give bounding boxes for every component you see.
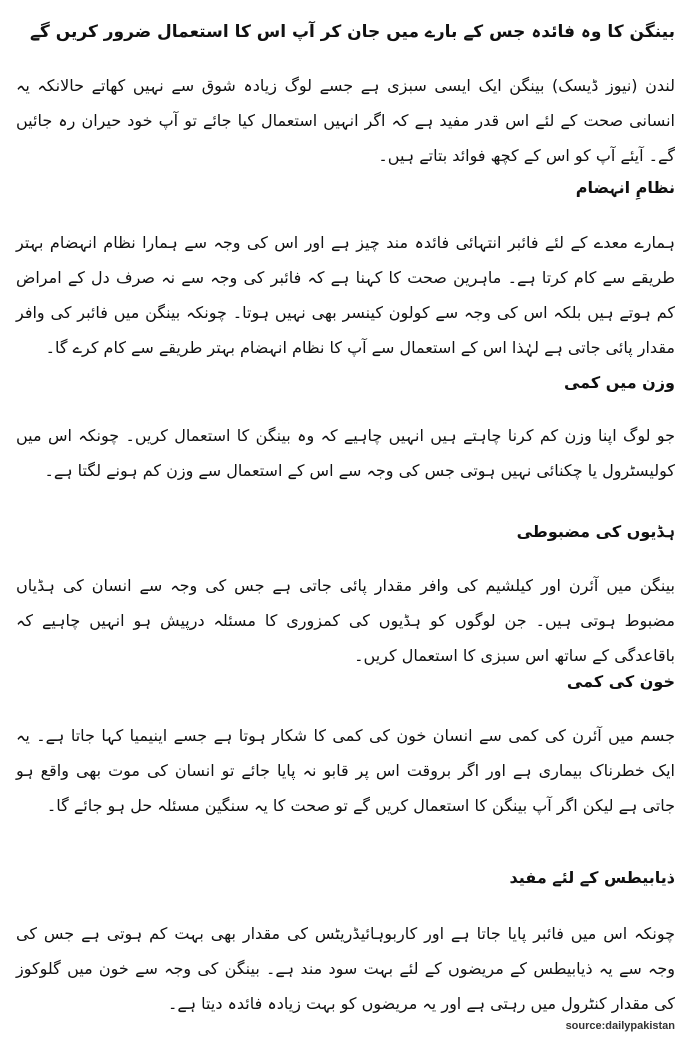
section-body-weight-loss: جو لوگ اپنا وزن کم کرنا چاہتے ہیں انہیں چاہیے کہ وہ بینگن کا استعمال کریں۔ چونکہ اس میں کولیسٹرول یا چکنائی نہیں ہوتی جس کی وجہ سے اس کے استعمال سے وزن کم ہونے لگتا ہے۔ (16, 426, 675, 480)
section-heading-anemia: خون کی کمی (566, 672, 675, 691)
article-title: بینگن کا وہ فائدہ جس کے بارے میں جان کر آپ اس کا استعمال ضرور کریں گے (29, 22, 675, 42)
section-heading-diabetes: ذیابیطس کے لئے مفید (509, 868, 675, 887)
source-credit: source:dailypakistan (565, 1020, 675, 1032)
intro-paragraph: لندن (نیوز ڈیسک) بینگن ایک ایسی سبزی ہے جسے لوگ زیادہ شوق سے نہیں کھاتے حالانکہ یہ انسانی صحت کے لئے اس قدر مفید ہے کہ اگر انہیں استعمال کیا جائے تو آپ خود حیران رہ جائیں گے۔ آیئے آپ کو اس کے کچھ فوائد بتاتے ہیں۔ (16, 76, 675, 165)
section-heading-weight-loss: وزن میں کمی (563, 373, 675, 392)
section-body-anemia: جسم میں آئرن کی کمی سے انسان خون کی کمی کا شکار ہوتا ہے جسے اینیمیا کہا جاتا ہے۔ یہ ایک خطرناک بیماری ہے اور اگر بروقت اس پر قابو نہ پایا جائے تو انسان کی موت بھی واقع ہو جاتی ہے لیکن اگر آپ بینگن کا استعمال کریں گے تو صحت کا یہ سنگین مسئلہ حل ہو جائے گا۔ (16, 726, 675, 815)
section-heading-bones: ہڈیوں کی مضبوطی (516, 522, 675, 541)
section-body-bones: بینگن میں آئرن اور کیلشیم کی وافر مقدار پائی جاتی ہے جس کی وجہ سے انسان کی ہڈیاں مضبوط ہوتی ہیں۔ جن لوگوں کو ہڈیوں کی کمزوری کا مسئلہ درپیش ہو انہیں چاہیے کہ باقاعدگی کے ساتھ اس سبزی کا استعمال کریں۔ (16, 576, 675, 665)
section-body-digestion: ہمارے معدے کے لئے فائبر انتہائی فائدہ مند چیز ہے اور اس کی وجہ سے ہمارا نظام انہضام بہتر طریقے سے کام کرتا ہے۔ ماہرین صحت کا کہنا ہے کہ فائبر کی وجہ سے نہ صرف دل کے امراض کم ہوتے ہیں بلکہ اس کی وجہ سے کولون کینسر بھی نہیں ہوتا۔ چونکہ بینگن میں فائبر کی وافر مقدار پائی جاتی ہے لہٰذا اس کے استعمال سے آپ کا نظام انہضام بہتر طریقے سے کام کرے گا۔ (16, 233, 675, 357)
section-heading-digestion: نظامِ انہضام (575, 178, 675, 197)
section-body-diabetes: چونکہ اس میں فائبر پایا جاتا ہے اور کاربوہائیڈریٹس کی مقدار بھی بہت کم ہوتی ہے جس کی وجہ سے یہ ذیابیطس کے مریضوں کے لئے بہت سود مند ہے۔ بینگن کی وجہ سے خون میں گلوکوز کی مقدار کنٹرول میں رہتی ہے اور یہ مریضوں کو بہت زیادہ فائدہ دیتا ہے۔ (16, 924, 675, 1013)
article (16, 0, 675, 1052)
